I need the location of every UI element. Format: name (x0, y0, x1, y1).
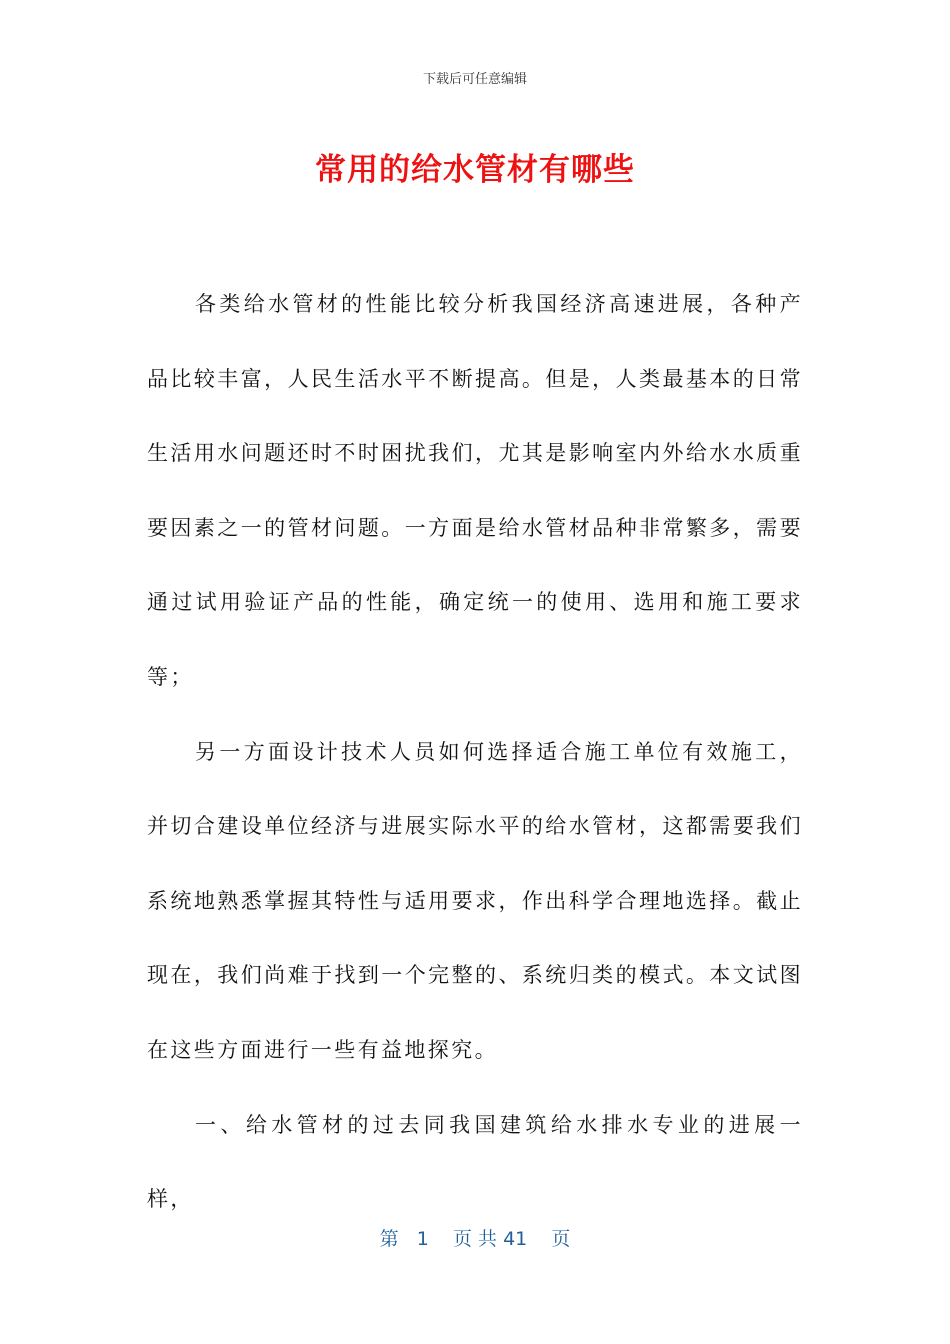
footer-total-pages: 41 (503, 1228, 528, 1250)
footer-prefix: 第 (379, 1228, 399, 1250)
footer-middle: 页 共 (452, 1228, 498, 1250)
page-header-note: 下载后可任意编辑 (422, 72, 527, 87)
document-body (147, 267, 803, 1237)
paragraph-2: 另一方面设计技术人员如何选择适合施工单位有效施工，并切合建设单位经济与进展实际水平的给水管材，这都需要我们系统地熟悉掌握其特性与适用要求，作出科学合理地选择。截止现在，我们尚难于找到一个完整的、系统归类的模式。本文试图在这些方面进行一些有益地探究。 (147, 739, 803, 1062)
paragraph-3: 一、给水管材的过去同我国建筑给水排水专业的进展一样， (147, 1112, 803, 1212)
page-footer (0, 1224, 950, 1251)
document-title: 常用的给水管材有哪些 (315, 152, 635, 188)
footer-suffix: 页 (551, 1228, 571, 1250)
paragraph-1: 各类给水管材的性能比较分析我国经济高速进展，各种产品比较丰富，人民生活水平不断提高。但是，人类最基本的日常生活用水问题还时不时困扰我们，尤其是影响室内外给水水质重要因素之一的管材问题。一方面是给水管材品种非常繁多，需要通过试用验证产品的性能，确定统一的使用、选用和施工要求等； (147, 292, 803, 689)
footer-page-number: 1 (416, 1228, 429, 1250)
